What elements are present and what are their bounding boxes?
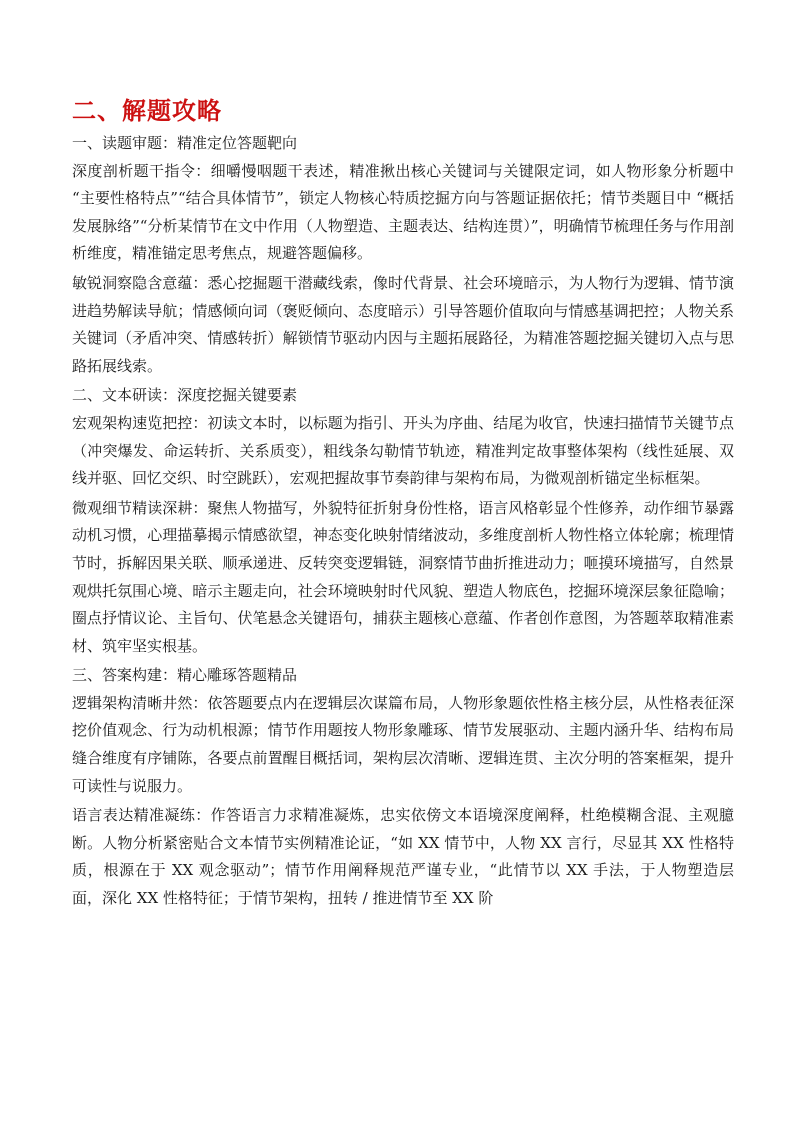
paragraph-logic-structure: 逻辑架构清晰井然：依答题要点内在逻辑层次谋篇布局，人物形象题依性格主核分层，从性格表征深挖价值观念、行为动机根源；情节作用题按人物形象雕琢、情节发展驱动、主题内涵升华、结构布局缝合维度有序铺陈，各要点前置醒目概括词，架构层次清晰、逻辑连贯、主次分明的答案框架，提升可读性与说服力。 [72, 693, 734, 795]
subheading-reading-questions: 一、读题审题：精准定位答题靶向 [72, 134, 298, 152]
paragraph-analyze-prompt: 深度剖析题干指令：细嚼慢咽题干表述，精准揪出核心关键词与关键限定词，如人物形象分析题中 “主要性格特点”“结合具体情节”，锁定人物核心特质挖掘方向与答题证据依托；情节类题目中 “概括发展脉络”“分析某情节在文中作用（人物塑造、主题表达、结构连贯）”，明确情节梳理任务与作用剖析维度，精准锚定思考焦点，规避答题偏移。 [72, 161, 734, 263]
paragraph-macro-structure: 宏观架构速览把控：初读文本时，以标题为指引、开头为序曲、结尾为收官，快速扫描情节关键节点（冲突爆发、命运转折、关系质变），粗线条勾勒情节轨迹，精准判定故事整体架构（线性延展、双线并驱、回忆交织、时空跳跃），宏观把握故事节奏韵律与架构布局，为微观剖析锚定坐标框架。 [72, 413, 734, 488]
paragraph-hidden-meaning: 敏锐洞察隐含意蕴：悉心挖掘题干潜藏线索，像时代背景、社会环境暗示，为人物行为逻辑、情节演进趋势解读导航；情感倾向词（褒贬倾向、态度暗示）引导答题价值取向与情感基调把控；人物关系关键词（矛盾冲突、情感转折）解锁情节驱动内因与主题拓展路径，为精准答题挖掘关键切入点与思路拓展线索。 [72, 273, 734, 375]
subheading-text-study: 二、文本研读：深度挖掘关键要素 [72, 386, 298, 405]
subheading-answer-building: 三、答案构建：精心雕琢答题精品 [72, 666, 298, 685]
paragraph-micro-details: 微观细节精读深耕：聚焦人物描写，外貌特征折射身份性格，语言风格彰显个性修养，动作细节暴露动机习惯，心理描摹揭示情感欲望，神态变化映射情绪波动，多维度剖析人物性格立体轮廓；梳理情节时，拆解因果关联、顺承递进、反转突变逻辑链，洞察情节曲折推进动力；咂摸环境描写，自然景观烘托氛围心境、暗示主题走向，社会环境映射时代风貌、塑造人物底色，挖掘环境深层象征隐喻；圈点抒情议论、主旨句、伏笔悬念关键语句，捕获主题核心意蕴、作者创作意图，为答题萃取精准素材、筑牢坚实根基。 [72, 498, 734, 655]
document-body [72, 96, 734, 915]
section-title: 二、解题攻略 [72, 97, 222, 125]
paragraph-language-expression: 语言表达精准凝练：作答语言力求精准凝炼，忠实依傍文本语境深度阐释，杜绝模糊含混、主观臆断。人物分析紧密贴合文本情节实例精准论证，“如 XX 情节中，人物 XX 言行，尽显其 XX 性格特质，根源在于 XX 观念驱动”；情节作用阐释规范严谨专业，“此情节以 XX 手法，于人物塑造层面，深化 XX 性格特征；于情节架构，扭转 / 推进情节至 XX 阶 [72, 806, 734, 908]
